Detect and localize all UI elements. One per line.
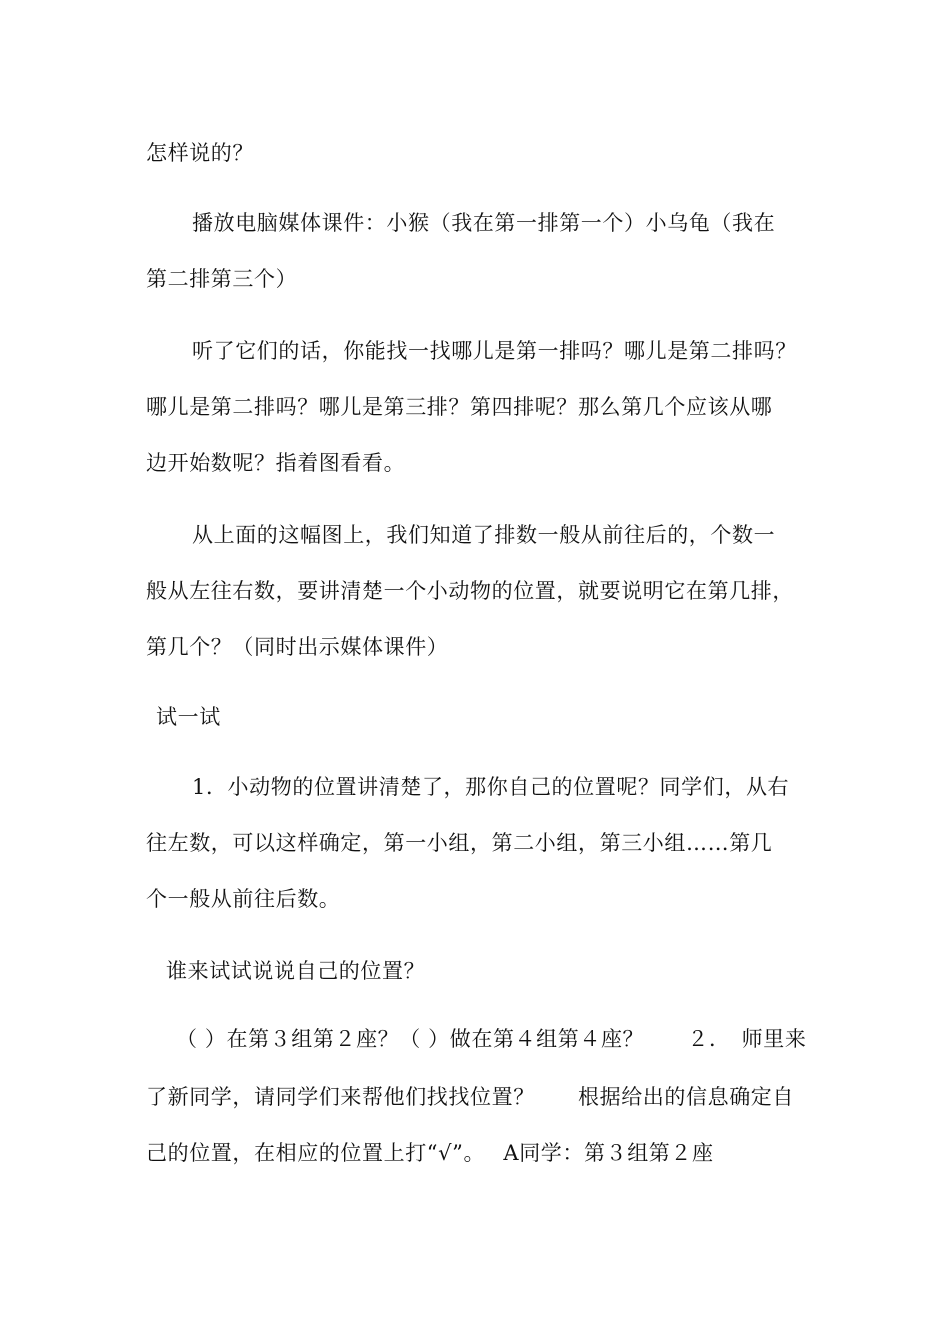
text-line-6: 边开始数呢？指着图看看。 [146,451,406,475]
text-line-17: 己的位置，在相应的位置上打“√”。 A同学：第３组第２座 [146,1141,714,1165]
text-line-14: 谁来试试说说自己的位置？ [166,959,426,983]
text-line-4: 听了它们的话，你能找一找哪儿是第一排吗？哪儿是第二排吗？ [192,339,797,363]
text-line-5: 哪儿是第二排吗？哪儿是第三排？第四排呢？那么第几个应该从哪 [146,395,773,419]
text-line-1: 怎样说的？ [146,141,254,165]
text-line-12: 往左数，可以这样确定，第一小组，第二小组，第三小组……第几 [146,831,773,855]
text-line-9: 第几个？（同时出示媒体课件） [146,635,449,659]
text-line-13: 个一般从前往后数。 [146,887,341,911]
text-line-7: 从上面的这幅图上，我们知道了排数一般从前往后的，个数一 [192,523,776,547]
text-line-15: （ ）在第３组第２座？（ ）做在第４组第４座？ ２． 师里来 [176,1027,807,1051]
text-line-8: 般从左往右数，要讲清楚一个小动物的位置，就要说明它在第几排， [146,579,794,603]
text-line-11: 1．小动物的位置讲清楚了，那你自己的位置呢？同学们，从右 [192,775,790,799]
text-line-16: 了新同学，请同学们来帮他们找找位置？ 根据给出的信息确定自 [146,1085,794,1109]
section-heading: 试一试 [156,705,221,729]
text-line-2: 播放电脑媒体课件：小猴（我在第一排第一个）小乌龟（我在 [192,211,776,235]
text-line-3: 第二排第三个） [146,267,298,291]
